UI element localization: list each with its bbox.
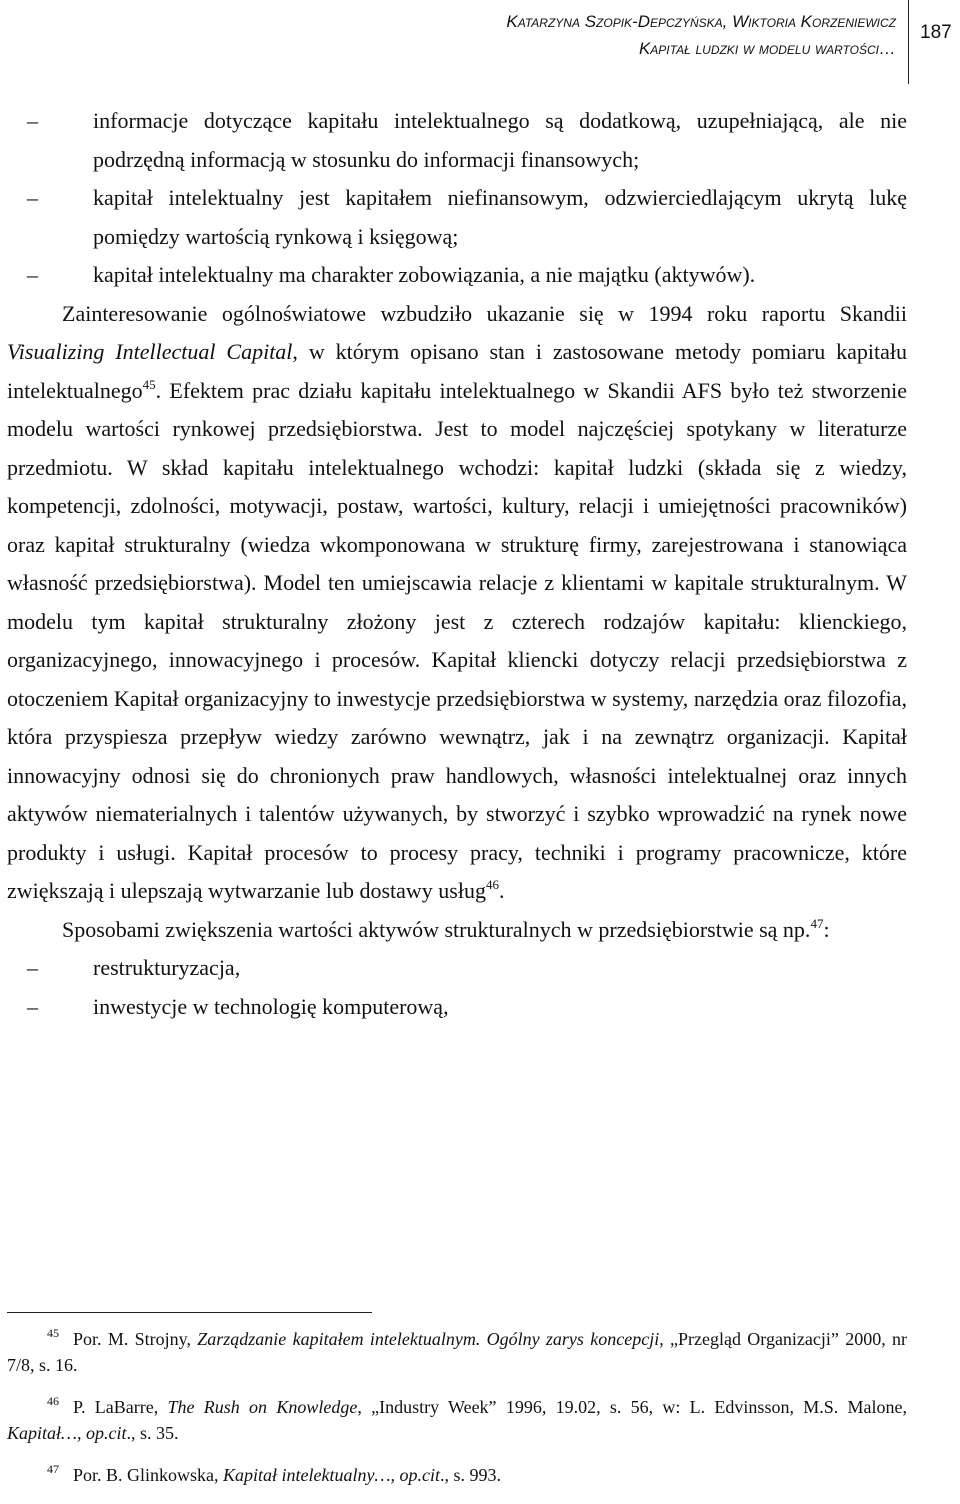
footnote-ref: 45	[142, 376, 156, 392]
footnote: $^{45}$ Por. M. Strojny, Zarządzanie kapitałem intelektualnym. Ogólny zarys koncepcji, „Przegląd Organizacji” 2000, nr 7/8, s. 16.	[7, 1326, 907, 1375]
header-authors: Katarzyna Szopik-Depczyńska, Wiktoria Korzeniewicz	[506, 12, 896, 31]
bullet-item: – kapitał intelektualny jest kapitałem niefinansowym, odzwierciedlającym ukrytą lukę pomiędzy wartością rynkową i księgową;	[7, 179, 907, 256]
report-title: Visualizing Intellectual Capital	[7, 339, 293, 364]
footnotes	[7, 1326, 907, 1504]
page-number: 187	[920, 22, 952, 43]
footnote-ref: 47	[810, 915, 824, 931]
dash-icon: –	[27, 955, 38, 980]
dash-icon: –	[27, 185, 38, 210]
paragraph: Sposobami zwiększenia wartości aktywów strukturalnych w przedsiębiorstwie są np.$^{47}$:	[62, 915, 830, 942]
dash-icon: –	[27, 262, 38, 287]
bullet-item: – inwestycje w technologię komputerową,	[7, 988, 907, 1027]
footnote: $^{46}$ P. LaBarre, The Rush on Knowledge, „Industry Week” 1996, 19.02, s. 56, w: L. Edvinsson, M.S. Malone, Kapitał…, op.cit., s. 35.	[7, 1394, 907, 1443]
dash-icon: –	[27, 108, 38, 133]
main-text	[7, 102, 907, 1026]
footnote: $^{47}$ Por. B. Glinkowska, Kapitał intelektualny…, op.cit., s. 993.	[47, 1462, 501, 1485]
running-header	[196, 8, 896, 62]
bullet-item: – restrukturyzacja,	[7, 949, 907, 988]
footnote-ref: 46	[485, 877, 499, 892]
bullet-item: – kapitał intelektualny ma charakter zobowiązania, a nie majątku (aktywów).	[7, 256, 907, 295]
footnote-divider	[7, 1312, 372, 1313]
paragraph: Zainteresowanie ogólnoświatowe wzbudziło ukazanie się w 1994 roku raportu Skandii Visualizing Intellectual Capital, w którym opisano stan i zastosowane metody pomiaru kapitału intelektualnego$^{45}$. Efektem prac działu kapitału intelektualnego w Skandii AFS było też stworzenie modelu wartości rynkowej przedsiębiorstwa. Jest to model najczęściej spotykany w literaturze przedmiotu. W skład kapitału intelektualnego wchodzi: kapitał ludzki (składa się z wiedzy, kompetencji, zdolności, motywacji, postaw, wartości, kultury, relacji i umiejętności pracowników) oraz kapitał strukturalny (wiedza wkomponowana w strukturę firmy, zarejestrowana i stanowiąca własność przedsiębiorstwa). Model ten umiejscawia relacje z klientami w kapitale strukturalnym. W modelu tym kapitał strukturalny złożony jest z czterech rodzajów kapitału: klienckiego, organizacyjnego, innowacyjnego i procesów. Kapitał kliencki dotyczy relacji przedsiębiorstwa z otoczeniem Kapitał organizacyjny to inwestycje przedsiębiorstwa w systemy, narzędzia oraz filozofia, która przyspiesza przepływ wiedzy zarówno wewnątrz, jak i na zewnątrz organizacji. Kapitał innowacyjny odnosi się do chronionych praw handlowych, własności intelektualnej oraz innych aktywów niematerialnych i talentów używanych, by stworzyć i szybko wprowadzić na rynek nowe produkty i usługi. Kapitał procesów to procesy pracy, techniki i programy pracownicze, które zwiększają i ulepszają wytwarzanie lub dostawy usług$^{46}$.	[7, 300, 907, 903]
header-title: Kapitał ludzki w modelu wartości…	[638, 39, 896, 58]
dash-icon: –	[27, 993, 38, 1019]
bullet-item: – informacje dotyczące kapitału intelektualnego są dodatkową, uzupełniającą, ale nie podrzędną informacją w stosunku do informacji finansowych;	[7, 102, 907, 179]
header-divider	[908, 0, 909, 84]
